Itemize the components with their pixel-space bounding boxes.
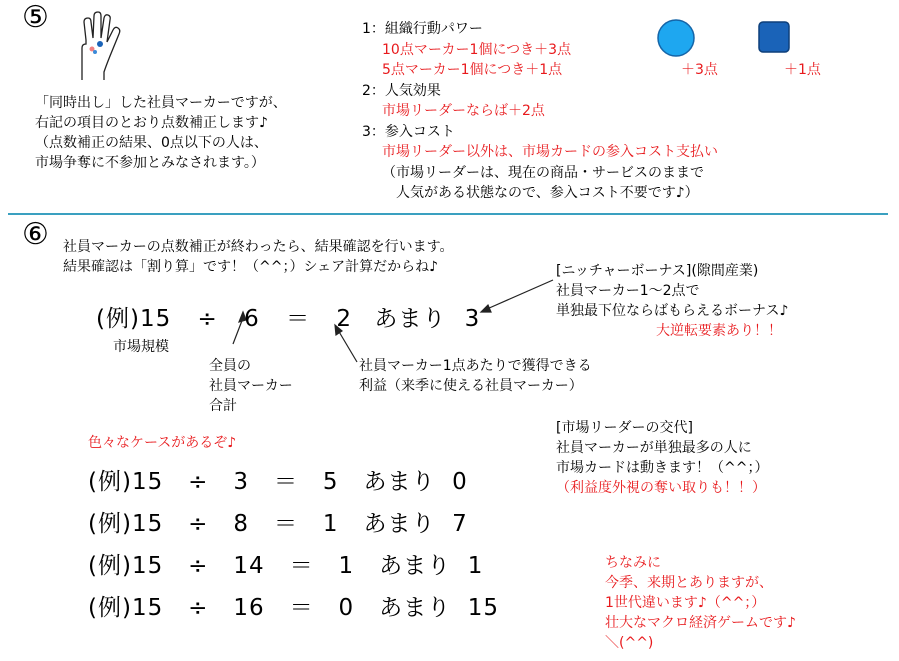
case-term: 15 xyxy=(467,595,500,621)
footnote-line: 1世代違います♪（^^；） xyxy=(605,595,766,611)
case-term: あまり xyxy=(379,553,452,579)
leader-highlight: （利益度外視の奪い取りも！！） xyxy=(556,480,766,496)
niche-line: [ニッチャーボーナス](隙間産業) xyxy=(556,263,759,279)
case-term: 5 xyxy=(322,469,339,495)
five-point-marker-icon xyxy=(759,22,789,52)
niche-highlight: 大逆転要素あり！！ xyxy=(656,323,782,339)
case-term: 16 xyxy=(233,595,265,621)
leader-line: 社員マーカーが単独最多の人に xyxy=(556,440,752,456)
case-term: ＝ xyxy=(273,469,298,495)
item-label: 1：組織行動パワー xyxy=(362,21,483,37)
profit-line: 利益（来季に使える社員マーカー） xyxy=(359,378,583,394)
case-term: 1 xyxy=(467,553,484,579)
total-line: 合計 xyxy=(209,398,237,414)
total-line: 全員の xyxy=(209,358,251,374)
arrow-to-remainder xyxy=(487,280,553,309)
case-term: (例)15 xyxy=(88,553,164,579)
divisor: 6 xyxy=(244,306,260,332)
leader-line: [市場リーダーの交代] xyxy=(556,420,693,436)
case-term: ÷ xyxy=(188,595,209,621)
leader-change-note xyxy=(556,418,768,498)
explanation-line: 右記の項目のとおり点数補正します♪ xyxy=(35,115,268,131)
case-term: 0 xyxy=(452,469,468,495)
main-example xyxy=(96,300,480,333)
correction-items xyxy=(362,19,718,204)
profit-label xyxy=(359,356,592,396)
case-term: ＝ xyxy=(289,553,314,579)
explanation-line: 市場争奪に不参加とみなされます。） xyxy=(35,155,265,171)
case-term: ÷ xyxy=(188,469,209,495)
niche-bonus-note xyxy=(556,261,788,341)
footnote-line: ＼(^^) xyxy=(605,635,654,651)
item-label: 3：参入コスト xyxy=(362,123,455,140)
case-term: ＝ xyxy=(273,511,298,537)
section-6-intro xyxy=(63,237,453,277)
profit-line: 社員マーカー1点あたりで獲得できる xyxy=(359,358,592,374)
footnote-line: 壮大なマクロ経済ゲームです♪ xyxy=(605,615,796,631)
case-term: 14 xyxy=(233,553,265,579)
item-line: 市場リーダー以外は、市場カードの参入コスト支払い xyxy=(382,144,718,160)
market-size-label: 市場規模 xyxy=(113,339,169,355)
section-5-number: ⑤ xyxy=(22,0,49,35)
case-term: (例)15 xyxy=(88,595,164,621)
section-6-number: ⑥ xyxy=(22,217,49,252)
case-term: ÷ xyxy=(188,553,209,579)
equals-sign: ＝ xyxy=(286,306,311,332)
intro-line: 結果確認は「割り算」です！（^^；）シェア計算だからね♪ xyxy=(63,259,439,275)
square-bonus-label: ＋1点 xyxy=(784,62,821,78)
explanation-line: 「同時出し」した社員マーカーですが、 xyxy=(35,95,287,111)
case-row xyxy=(88,545,499,587)
item-line: 5点マーカー1個につき＋1点 xyxy=(382,62,563,78)
case-term: 1 xyxy=(322,511,339,537)
case-term: あまり xyxy=(363,511,436,537)
circle-bonus-label: ＋3点 xyxy=(681,62,718,78)
case-term: (例)15 xyxy=(88,469,164,495)
case-row xyxy=(88,587,499,629)
quotient: 2 xyxy=(336,306,353,332)
note-line: （市場リーダーは、現在の商品・サービスのままで xyxy=(382,164,704,181)
case-term: 8 xyxy=(233,511,250,537)
item-line: 10点マーカー1個につき＋3点 xyxy=(382,41,572,58)
divide-sign: ÷ xyxy=(197,306,218,332)
footnote-line: ちなみに xyxy=(605,555,661,571)
footnote-line: 今季、来期とありますが、 xyxy=(605,575,773,591)
small-blue-marker-dot xyxy=(93,50,97,54)
case-term: 1 xyxy=(338,553,355,579)
note-line: 人気がある状態なので、参入コスト不要です♪） xyxy=(396,185,699,201)
case-term: (例)15 xyxy=(88,511,164,537)
footnote xyxy=(605,553,796,653)
leader-line: 市場カードは動きます！（^^；） xyxy=(556,460,769,476)
explanation-line: （点数補正の結果、0点以下の人は、 xyxy=(35,135,268,151)
case-row xyxy=(88,503,499,545)
remainder-word: あまり xyxy=(374,306,447,332)
case-term: 7 xyxy=(452,511,468,537)
cases-title: 色々なケースがあるぞ♪ xyxy=(88,435,237,451)
case-term: あまり xyxy=(363,469,436,495)
niche-line: 単独最下位ならばもらえるボーナス♪ xyxy=(556,303,789,319)
blue-marker-dot xyxy=(97,41,103,47)
item-label: 2：人気効果 xyxy=(362,82,441,99)
case-term: 3 xyxy=(233,469,250,495)
arrow-head-remainder xyxy=(481,305,491,312)
case-term: あまり xyxy=(379,595,452,621)
arrow-to-quotient xyxy=(338,330,357,362)
example-prefix: (例)15 xyxy=(96,306,172,332)
case-list xyxy=(88,461,499,629)
section-5-explanation xyxy=(35,93,287,173)
case-row xyxy=(88,461,499,503)
case-term: 0 xyxy=(338,595,355,621)
intro-line: 社員マーカーの点数補正が終わったら、結果確認を行います。 xyxy=(63,239,454,255)
case-term: ＝ xyxy=(289,595,314,621)
case-term: ÷ xyxy=(188,511,209,537)
remainder: 3 xyxy=(464,306,481,332)
total-markers-label xyxy=(209,356,293,416)
niche-line: 社員マーカー1～2点で xyxy=(556,283,700,299)
item-line: 市場リーダーならば＋2点 xyxy=(382,103,545,119)
total-line: 社員マーカー xyxy=(209,378,293,394)
